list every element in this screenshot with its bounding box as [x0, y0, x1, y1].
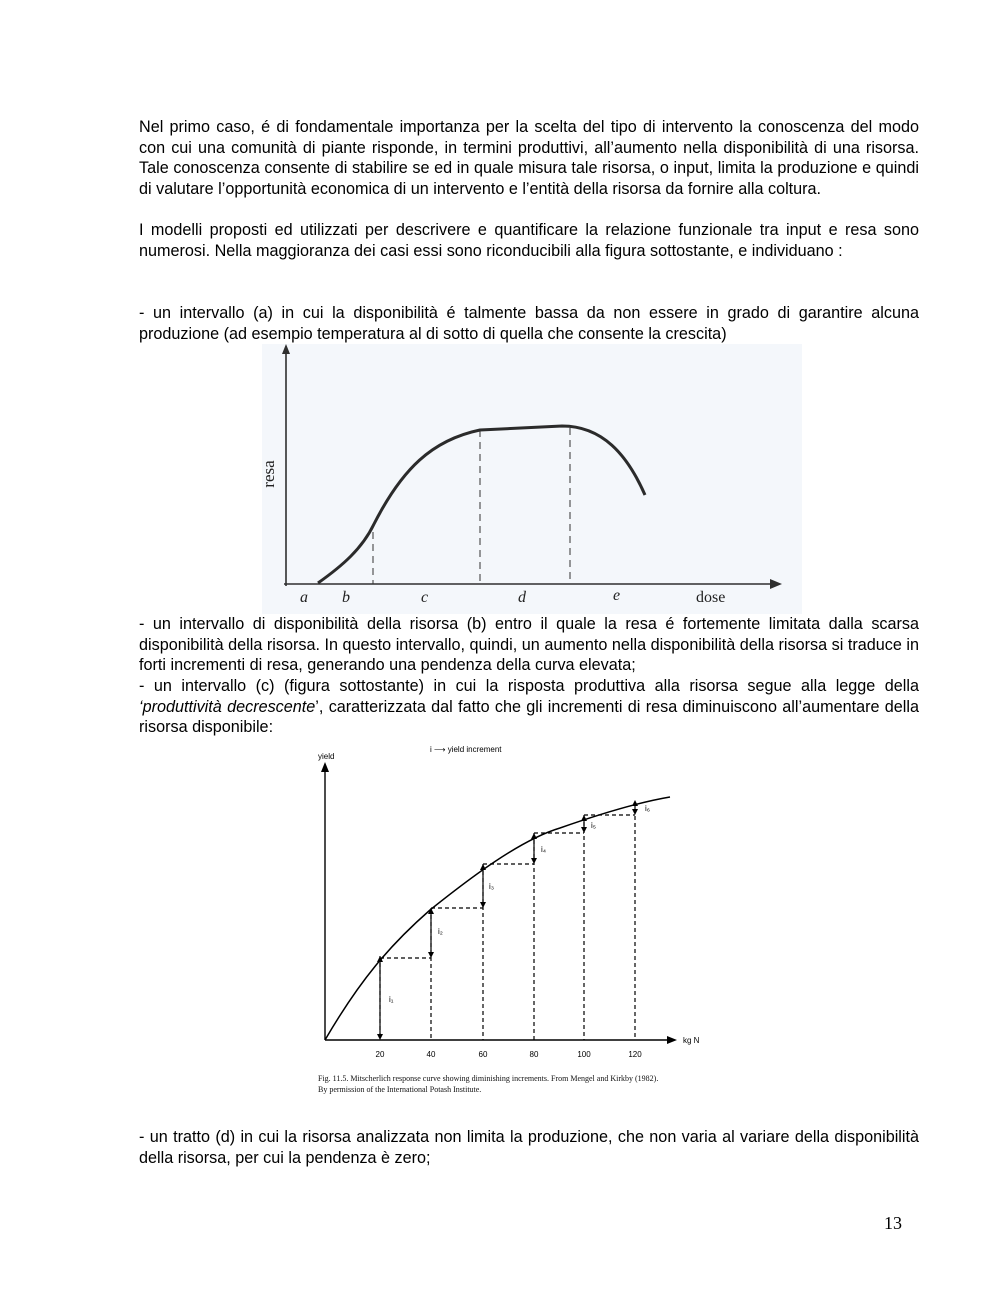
increment-label-3: i₃	[489, 882, 495, 891]
x-tick-label: 80	[529, 1050, 539, 1059]
x-axis-label: kg N	[683, 1036, 700, 1045]
figure-mitscherlich-svg	[300, 740, 770, 1105]
y-axis-label: resa	[259, 460, 278, 488]
increment-label-1: i₁	[389, 995, 394, 1004]
legend-text: i ⟶ yield increment	[430, 745, 502, 754]
paragraph-models: I modelli proposti ed utilizzati per descrivere e quantificare la relazione funzionale tra input e resa sono numerosi. Nella maggioranza dei casi essi sono riconducibili alla figura sottostante, e individuano :	[139, 221, 919, 260]
increment-label-5: i₅	[591, 821, 596, 830]
interval-label-e: e	[613, 587, 621, 604]
figure-background	[262, 344, 802, 614]
paragraph-interval-b: - un intervallo di disponibilità della risorsa (b) entro il quale la resa é fortemente limitata dalla scarsa disponibilità della risorsa. In questo intervallo, quindi, un aumento nella disponibilità della risorsa si traduce in forti incrementi di resa, generando una pendenza della curva elevata;	[139, 615, 919, 675]
figure-caption-line1: Fig. 11.5. Mitscherlich response curve showing diminishing increments. From Mengel and Kirkby (1982).	[318, 1074, 659, 1083]
paragraph-interval-c-italic: ‘produttività decrescente	[139, 697, 316, 716]
interval-label-d: d	[518, 589, 526, 606]
figure-yield-dose-svg	[259, 344, 802, 614]
x-axis-label: dose	[696, 589, 726, 606]
paragraph-interval-d: - un tratto (d) in cui la risorsa analizzata non limita la produzione, che non varia al variare della disponibilità della risorsa, per cui la pendenza è zero;	[139, 1128, 919, 1167]
x-tick-label: 20	[375, 1050, 385, 1059]
increment-label-6: i₆	[645, 804, 651, 813]
x-tick-label: 60	[478, 1050, 488, 1059]
interval-label-c: c	[421, 589, 429, 606]
y-axis-label: yield	[318, 752, 335, 761]
x-tick-label: 120	[628, 1050, 642, 1059]
figure-mitscherlich	[300, 740, 770, 1105]
paragraph-interval-c-text2: ’, caratterizzata dal fatto che gli incrementi di resa diminuiscono all’aumentare della risorsa disponibile:	[139, 697, 919, 737]
figure-caption-line2: By permission of the International Potash Institute.	[318, 1085, 482, 1094]
increment-label-4: i₄	[541, 845, 547, 854]
paragraph-interval-a: - un intervallo (a) in cui la disponibilità é talmente bassa da non essere in grado di garantire alcuna produzione (ad esempio temperatura al di sotto di quella che consente la crescita)	[139, 304, 919, 343]
page-number: 13	[884, 1213, 902, 1233]
paragraph-interval-c	[139, 676, 919, 738]
paragraph-interval-c-text1: - un intervallo (c) (figura sottostante) in cui la risposta produttiva alla risorsa segue alla legge della	[139, 677, 919, 695]
increment-label-2: i₂	[438, 927, 443, 936]
paragraph-intro: Nel primo caso, é di fondamentale importanza per la scelta del tipo di intervento la conoscenza del modo con cui una comunità di piante risponde, in termini produttivi, all’aumento nella disponibilità di una risorsa. Tale conoscenza consente di stabilire se ed in quale misura tale risorsa, o input, limita la produzione e quindi di valutare l’opportunità economica di un intervento e l’entità della risorsa da fornire alla coltura.	[139, 118, 919, 198]
interval-label-b: b	[342, 589, 350, 606]
x-tick-label: 40	[426, 1050, 436, 1059]
x-tick-label: 100	[577, 1050, 591, 1059]
interval-label-a: a	[300, 589, 308, 606]
figure-yield-dose	[259, 344, 802, 614]
